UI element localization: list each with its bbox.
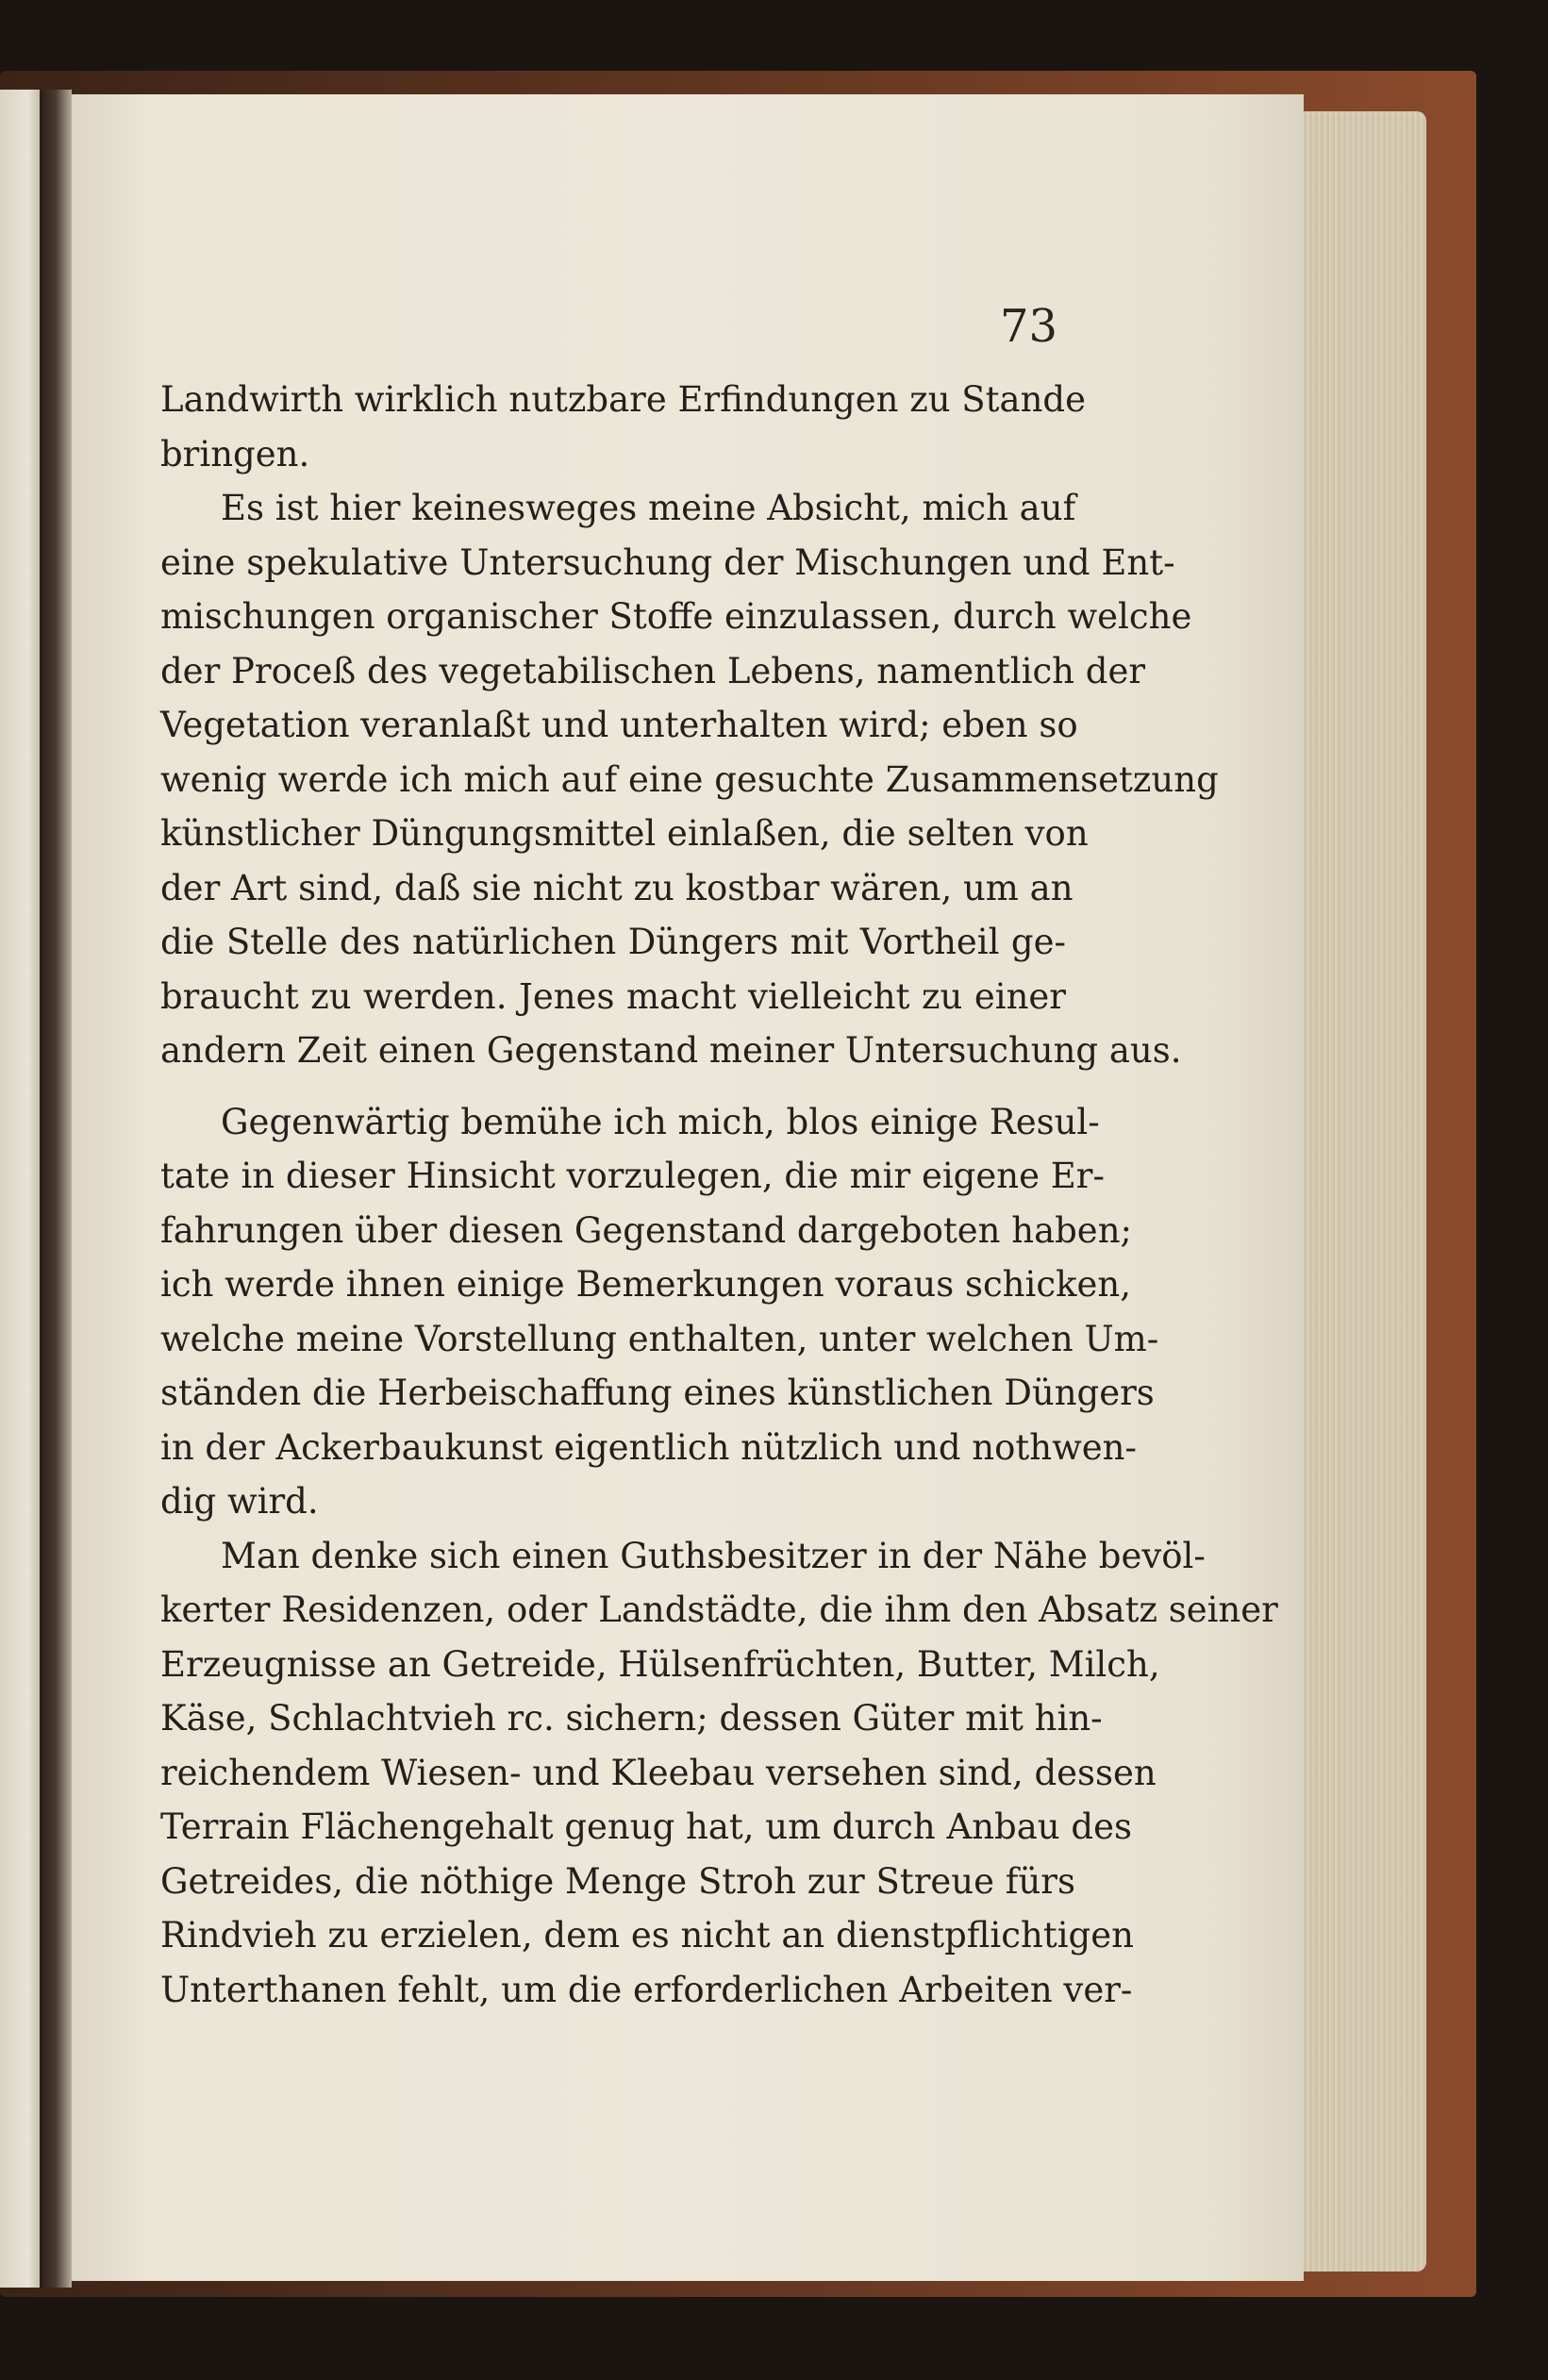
- text-line: Unterthanen fehlt, um die erforderlichen Arbeiten ver-: [160, 1969, 1133, 2010]
- text-line: der Proceß des vegetabilischen Lebens, namentlich der: [160, 650, 1146, 691]
- text-line: ständen die Herbeischaffung eines künstlichen Düngers: [160, 1373, 1155, 1413]
- text-line: die Stelle des natürlichen Düngers mit Vortheil ge-: [160, 922, 1066, 962]
- text-line: dig wird.: [160, 1481, 319, 1522]
- text-line: welche meine Vorstellung enthalten, unter welchen Um-: [160, 1318, 1159, 1359]
- page-number: 73: [1000, 300, 1058, 353]
- text-line: Gegenwärtig bemühe ich mich, blos einige Resul-: [221, 1101, 1100, 1142]
- text-line: braucht zu werden. Jenes macht vielleicht zu einer: [160, 975, 1066, 1017]
- body-text: [160, 373, 1278, 2017]
- text-line: künstlicher Düngungsmittel einlaßen, die selten von: [160, 813, 1089, 854]
- text-line: Es ist hier keinesweges meine Absicht, mich auf: [221, 488, 1076, 528]
- text-line: bringen.: [160, 433, 310, 474]
- text-line: eine spekulative Untersuchung der Mischungen und Ent-: [160, 541, 1175, 583]
- text-line: Getreides, die nöthige Menge Stroh zur Streue fürs: [160, 1860, 1075, 1902]
- text-line: fahrungen über diesen Gegenstand dargeboten haben;: [160, 1209, 1133, 1251]
- paragraph-3: [160, 1095, 1159, 1529]
- page-edges: [1304, 111, 1426, 2272]
- text-line: Landwirth wirklich nutzbare Erfindungen zu Stande: [160, 379, 1086, 420]
- text-line: Terrain Flächengehalt genug hat, um durch Anbau des: [160, 1806, 1132, 1847]
- text-line: reichendem Wiesen- und Kleebau versehen sind, dessen: [160, 1752, 1157, 1793]
- text-line: Käse, Schlachtvieh rc. sichern; dessen Güter mit hin-: [160, 1698, 1103, 1739]
- text-line: andern Zeit einen Gegenstand meiner Untersuchung aus.: [160, 1030, 1182, 1071]
- left-page-edge: [0, 90, 40, 2288]
- text-line: Erzeugnisse an Getreide, Hülsenfrüchten, Butter, Milch,: [160, 1643, 1160, 1685]
- paragraph-4: [160, 1529, 1278, 2018]
- text-line: Vegetation veranlaßt und unterhalten wird; eben so: [160, 705, 1078, 745]
- text-line: ich werde ihnen einige Bemerkungen voraus schicken,: [160, 1264, 1131, 1305]
- text-line: tate in dieser Hinsicht vorzulegen, die mir eigene Er-: [160, 1156, 1105, 1196]
- text-line: in der Ackerbaukunst eigentlich nützlich und nothwen-: [160, 1426, 1137, 1468]
- paragraph-1: [160, 373, 1086, 481]
- text-line: kerter Residenzen, oder Landstädte, die ihm den Absatz seiner: [160, 1589, 1278, 1630]
- text-line: der Art sind, daß sie nicht zu kostbar wären, um an: [160, 867, 1074, 908]
- text-line: Man denke sich einen Guthsbesitzer in der Nähe bevöl-: [221, 1535, 1206, 1576]
- text-line: Rindvieh zu erzielen, dem es nicht an dienstpflichtigen: [160, 1915, 1134, 1956]
- book-gutter: [40, 90, 72, 2288]
- paragraph-2: [160, 481, 1219, 1078]
- text-line: wenig werde ich mich auf eine gesuchte Zusammensetzung: [160, 758, 1219, 800]
- text-line: mischungen organischer Stoffe einzulassen, durch welche: [160, 596, 1192, 637]
